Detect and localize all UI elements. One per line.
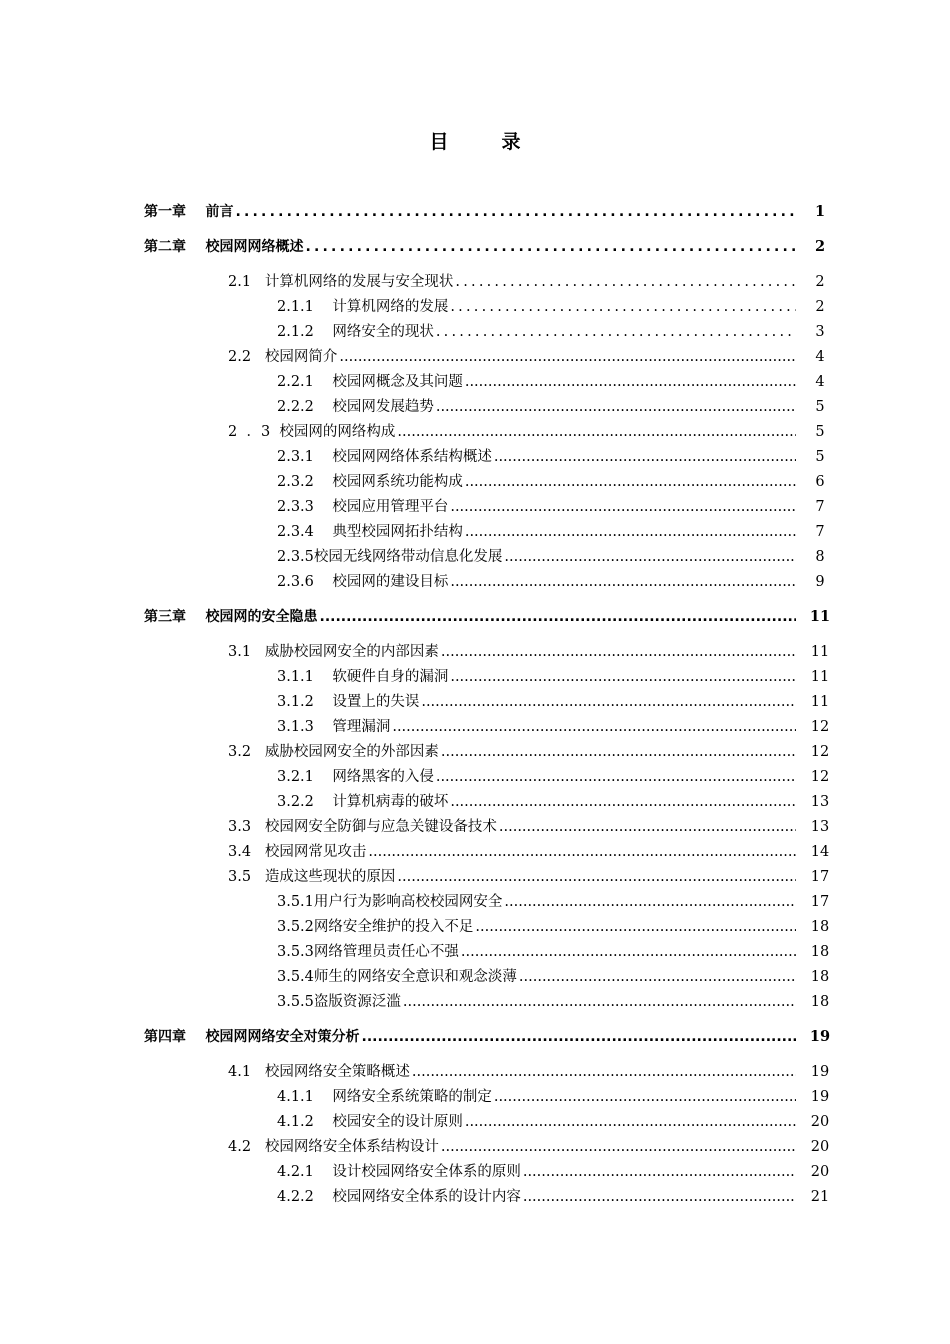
- dot-leader: [397, 866, 796, 888]
- toc-entry-body: [277, 766, 798, 788]
- dot-leader: [465, 471, 796, 493]
- toc-entry-body: [144, 606, 798, 628]
- toc-entry[interactable]: [0, 606, 950, 628]
- toc-entry[interactable]: [0, 916, 950, 938]
- dot-leader: [368, 841, 796, 863]
- toc-entry-body: [277, 791, 798, 813]
- toc-entry-body: [144, 201, 798, 223]
- toc-entry-body: [277, 1186, 798, 1208]
- toc-entry-page-number: 1: [814, 203, 826, 220]
- toc-entry[interactable]: [0, 421, 950, 443]
- toc-entry-label: 2.1.2 网络安全的现状: [277, 324, 434, 340]
- toc-entry-label: 3.1 威胁校园网安全的内部因素: [228, 644, 439, 660]
- toc-entry-page-number: 9: [815, 574, 825, 590]
- toc-entry-page-number: 2: [815, 274, 825, 290]
- toc-entry-body: [277, 496, 798, 518]
- toc-entry-label: 2.1 计算机网络的发展与安全现状: [228, 274, 454, 290]
- toc-entry-page-number: 2: [814, 238, 826, 255]
- toc-entry-page-number: 21: [810, 1189, 830, 1205]
- toc-entry[interactable]: [0, 396, 950, 418]
- toc-entry[interactable]: [0, 321, 950, 343]
- toc-entry[interactable]: [0, 371, 950, 393]
- toc-entry-label: 2.3.6 校园网的建设目标: [277, 574, 449, 590]
- dot-leader: [412, 1061, 796, 1083]
- toc-entry-body: [277, 716, 798, 738]
- dot-leader: [450, 296, 796, 318]
- toc-entry-page-number: 3: [815, 324, 825, 340]
- toc-entry-label: 4.1.1 网络安全系统策略的制定: [277, 1089, 492, 1105]
- toc-entry-page-number: 19: [810, 1089, 830, 1105]
- toc-entry-body: [277, 446, 798, 468]
- toc-entry-body: [144, 1026, 798, 1048]
- toc-entry-page-number: 7: [815, 499, 825, 515]
- toc-entry-body: [277, 666, 798, 688]
- toc-entry-label: 2 ．3 校园网的网络构成: [228, 424, 396, 440]
- toc-entry-page-number: 5: [815, 449, 825, 465]
- toc-entry-page-number: 5: [815, 399, 825, 415]
- toc-entry-label: 4.1 校园网络安全策略概述: [228, 1064, 410, 1080]
- toc-entry-body: [228, 271, 798, 293]
- toc-entry-page-number: 12: [810, 744, 830, 760]
- dot-leader: [504, 891, 796, 913]
- toc-entry[interactable]: [0, 941, 950, 963]
- dot-leader: [499, 816, 796, 838]
- toc-entry-body: [277, 471, 798, 493]
- toc-entry[interactable]: [0, 866, 950, 888]
- toc-entry[interactable]: [0, 571, 950, 593]
- dot-leader: [465, 1111, 796, 1133]
- dot-leader: [519, 966, 796, 988]
- toc-entry-label: 2.3.1 校园网网络体系结构概述: [277, 449, 492, 465]
- dot-leader: [450, 666, 796, 688]
- toc-entry-page-number: 20: [810, 1164, 830, 1180]
- dot-leader: [421, 691, 796, 713]
- toc-entry-label: 3.5.1用户行为影响高校校园网安全: [277, 894, 503, 910]
- toc-entry[interactable]: [0, 1026, 950, 1048]
- toc-entry-label: 3.2.2 计算机病毒的破坏: [277, 794, 449, 810]
- toc-entry-body: [277, 321, 798, 343]
- toc-entry[interactable]: [0, 741, 950, 763]
- dot-leader: [362, 1026, 797, 1048]
- toc-entry[interactable]: [0, 1136, 950, 1158]
- toc-entry-label: 3.3 校园网安全防御与应急关键设备技术: [228, 819, 497, 835]
- toc-entry-page-number: 13: [810, 819, 830, 835]
- toc-entry-label: 3.2.1 网络黑客的入侵: [277, 769, 434, 785]
- toc-entry[interactable]: [0, 236, 950, 258]
- toc-entry-body: [277, 691, 798, 713]
- toc-entry-label: 2.3.3 校园应用管理平台: [277, 499, 449, 515]
- toc-entry-page-number: 18: [810, 944, 830, 960]
- dot-leader: [475, 916, 796, 938]
- dot-leader: [441, 1136, 796, 1158]
- toc-entry-label: 2.1.1 计算机网络的发展: [277, 299, 449, 315]
- toc-entry[interactable]: [0, 521, 950, 543]
- dot-leader: [465, 521, 796, 543]
- toc-entry-page-number: 20: [810, 1139, 830, 1155]
- dot-leader: [441, 641, 796, 663]
- toc-entry[interactable]: [0, 816, 950, 838]
- toc-entry-body: [277, 396, 798, 418]
- dot-leader: [392, 716, 796, 738]
- toc-entry-body: [277, 1086, 798, 1108]
- toc-entry-label: 2.3.5校园无线网络带动信息化发展: [277, 549, 503, 565]
- toc-entry[interactable]: [0, 1086, 950, 1108]
- toc-entry-label: 3.2 威胁校园网安全的外部因素: [228, 744, 439, 760]
- toc-entry-body: [277, 1111, 798, 1133]
- toc-entry-label: 3.5.5盗版资源泛滥: [277, 994, 401, 1010]
- toc-entry-page-number: 2: [815, 299, 825, 315]
- toc-entry-page-number: 11: [810, 669, 830, 685]
- toc-entry-body: [277, 966, 798, 988]
- toc-entry-body: [228, 641, 798, 663]
- toc-entry[interactable]: [0, 716, 950, 738]
- toc-entry-page-number: 13: [810, 794, 830, 810]
- toc-entry[interactable]: [0, 446, 950, 468]
- toc-entry-label: 3.5.2网络安全维护的投入不足: [277, 919, 474, 935]
- toc-entry-body: [228, 421, 798, 443]
- toc-entry-page-number: 4: [815, 374, 825, 390]
- toc-entry-body: [277, 521, 798, 543]
- toc-entry-label: 4.2 校园网络安全体系结构设计: [228, 1139, 439, 1155]
- toc-entry[interactable]: [0, 691, 950, 713]
- toc-entry-page-number: 14: [810, 844, 830, 860]
- toc-entry-body: [228, 1061, 798, 1083]
- toc-entry-page-number: 11: [810, 644, 830, 660]
- dot-leader: [339, 346, 796, 368]
- toc-entry[interactable]: [0, 991, 950, 1013]
- page-title: 目 录: [429, 131, 521, 153]
- toc-entry-body: [277, 571, 798, 593]
- dot-leader: [450, 496, 796, 518]
- dot-leader: [236, 201, 797, 223]
- toc-entry[interactable]: [0, 1061, 950, 1083]
- dot-leader: [494, 446, 796, 468]
- toc-entry[interactable]: [0, 496, 950, 518]
- toc-entry-page-number: 11: [809, 608, 831, 625]
- toc-entry[interactable]: [0, 891, 950, 913]
- toc-entry-label: 第一章 前言: [144, 204, 234, 220]
- dot-leader: [320, 606, 797, 628]
- toc-entry-label: 4.2.1 设计校园网络安全体系的原则: [277, 1164, 521, 1180]
- toc-entry-label: 3.1.2 设置上的失误: [277, 694, 420, 710]
- toc-entry[interactable]: [0, 1111, 950, 1133]
- toc-entry-body: [277, 941, 798, 963]
- toc-entry-page-number: 19: [809, 1028, 831, 1045]
- dot-leader: [450, 571, 796, 593]
- toc-entry[interactable]: [0, 841, 950, 863]
- dot-leader: [504, 546, 796, 568]
- toc-entry-page-number: 18: [810, 969, 830, 985]
- toc-entry-label: 第二章 校园网网络概述: [144, 239, 304, 255]
- toc-entry-page-number: 8: [815, 549, 825, 565]
- toc-entry-label: 3.5.4师生的网络安全意识和观念淡薄: [277, 969, 517, 985]
- dot-leader: [436, 321, 796, 343]
- toc-entry-page-number: 17: [810, 869, 830, 885]
- toc-entry[interactable]: [0, 766, 950, 788]
- toc-entry-page-number: 18: [810, 919, 830, 935]
- toc-entry[interactable]: [0, 271, 950, 293]
- toc-entry[interactable]: [0, 791, 950, 813]
- toc-entry-body: [228, 346, 798, 368]
- dot-leader: [494, 1086, 796, 1108]
- toc-entry-body: [144, 236, 798, 258]
- toc-entry-label: 2.3.4 典型校园网拓扑结构: [277, 524, 463, 540]
- toc-entry-body: [277, 916, 798, 938]
- toc-entry-label: 第三章 校园网的安全隐患: [144, 609, 318, 625]
- dot-leader: [455, 271, 796, 293]
- toc-entry[interactable]: [0, 546, 950, 568]
- dot-leader: [436, 766, 796, 788]
- toc-entry[interactable]: [0, 296, 950, 318]
- toc-entry-label: 3.5.3网络管理员责任心不强: [277, 944, 459, 960]
- toc-entry-label: 第四章 校园网网络安全对策分析: [144, 1029, 360, 1045]
- toc-entry-page-number: 7: [815, 524, 825, 540]
- toc-entry[interactable]: [0, 641, 950, 663]
- toc-entry-label: 2.3.2 校园网系统功能构成: [277, 474, 463, 490]
- toc-entry-page-number: 5: [815, 424, 825, 440]
- dot-leader: [523, 1161, 796, 1183]
- dot-leader: [436, 396, 796, 418]
- toc-entry-page-number: 19: [810, 1064, 830, 1080]
- toc-entry-page-number: 12: [810, 769, 830, 785]
- toc-entry-label: 3.1.1 软硬件自身的漏洞: [277, 669, 449, 685]
- toc-entry-body: [277, 991, 798, 1013]
- toc-entry-page-number: 20: [810, 1114, 830, 1130]
- toc-entry-page-number: 12: [810, 719, 830, 735]
- toc-entry-page-number: 11: [810, 694, 830, 710]
- toc-entry-body: [277, 891, 798, 913]
- toc-entry-label: 3.4 校园网常见攻击: [228, 844, 367, 860]
- toc-entry-page-number: 17: [810, 894, 830, 910]
- toc-entry-label: 4.1.2 校园安全的设计原则: [277, 1114, 463, 1130]
- toc-entry-body: [277, 546, 798, 568]
- toc-entry-body: [277, 296, 798, 318]
- dot-leader: [397, 421, 796, 443]
- dot-leader: [441, 741, 796, 763]
- toc-entry-page-number: 18: [810, 994, 830, 1010]
- toc-entry[interactable]: [0, 201, 950, 223]
- toc-entry-label: 4.2.2 校园网络安全体系的设计内容: [277, 1189, 521, 1205]
- toc-entry[interactable]: [0, 346, 950, 368]
- toc-entry-body: [228, 866, 798, 888]
- dot-leader: [450, 791, 796, 813]
- toc-entry-body: [277, 1161, 798, 1183]
- toc-entry-body: [228, 816, 798, 838]
- toc-entry[interactable]: [0, 966, 950, 988]
- dot-leader: [465, 371, 796, 393]
- dot-leader: [306, 236, 797, 258]
- toc-entry-body: [228, 1136, 798, 1158]
- dot-leader: [403, 991, 796, 1013]
- toc-entry-body: [228, 741, 798, 763]
- dot-leader: [461, 941, 796, 963]
- toc-entry-label: 2.2.1 校园网概念及其问题: [277, 374, 463, 390]
- toc-entry[interactable]: [0, 666, 950, 688]
- toc-entry-page-number: 4: [815, 349, 825, 365]
- toc-entry-label: 2.2.2 校园网发展趋势: [277, 399, 434, 415]
- toc-entry-body: [228, 841, 798, 863]
- toc-entry-label: 3.1.3 管理漏洞: [277, 719, 391, 735]
- toc-entry[interactable]: [0, 1161, 950, 1183]
- toc-entry[interactable]: [0, 1186, 950, 1208]
- toc-entry-body: [277, 371, 798, 393]
- toc-entry[interactable]: [0, 471, 950, 493]
- dot-leader: [523, 1186, 796, 1208]
- toc-entry-label: 3.5 造成这些现状的原因: [228, 869, 396, 885]
- toc-entry-page-number: 6: [815, 474, 825, 490]
- toc-entry-label: 2.2 校园网简介: [228, 349, 338, 365]
